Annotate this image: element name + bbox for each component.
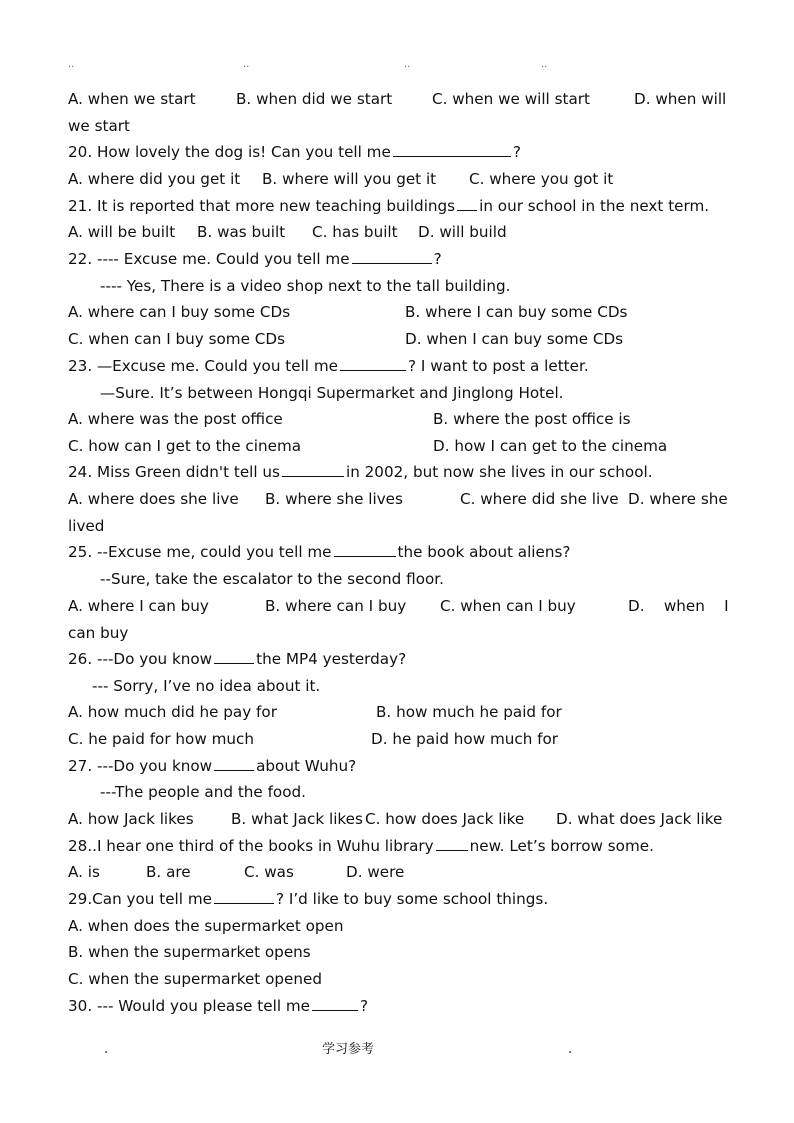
stem-text: ? (433, 250, 442, 268)
option-b: B. where will you get it (262, 170, 437, 188)
stem-text: 26. ---Do you know (68, 650, 213, 668)
answer-blank (393, 142, 511, 157)
stem-text: the book about aliens? (397, 543, 571, 561)
stem-text: 27. ---Do you know (68, 757, 213, 775)
stem-text: in 2002, but now she lives in our school. (345, 463, 653, 481)
answer-blank (214, 889, 274, 904)
option-b: B. was built (197, 223, 286, 241)
option-b: B. where I can buy some CDs (405, 303, 628, 321)
stem-text: 20. How lovely the dog is! Can you tell me (68, 143, 391, 161)
option-a: A. where does she live (68, 490, 239, 508)
option-a: A. where was the post office (68, 410, 283, 428)
question-stem (68, 462, 653, 482)
option-a: A. will be built (68, 223, 176, 241)
dialogue-reply: --Sure, take the escalator to the second floor. (100, 570, 444, 588)
page-mark: .. (243, 59, 250, 70)
option-d: D. when will (634, 90, 727, 108)
stem-text: 23. —Excuse me. Could you tell me (68, 357, 338, 375)
stem-text: ? (512, 143, 521, 161)
option-d: D. where she (628, 490, 728, 508)
page-mark: .. (68, 59, 75, 70)
stem-text: the MP4 yesterday? (256, 650, 407, 668)
answer-blank (457, 196, 477, 211)
stem-text: 22. ---- Excuse me. Could you tell me (68, 250, 350, 268)
answer-blank (352, 249, 432, 264)
option-a: A. when does the supermarket open (68, 917, 344, 935)
option-c: C. was (244, 863, 294, 881)
stem-text: 29.Can you tell me (68, 890, 212, 908)
option-c: C. when can I buy some CDs (68, 330, 285, 348)
option-d: D. when I can buy some CDs (405, 330, 624, 348)
stem-text: in our school in the next term. (479, 197, 710, 215)
option-a: A. how Jack likes (68, 810, 194, 828)
stem-text: ? I want to post a letter. (408, 357, 589, 375)
stem-text: 28..I hear one third of the books in Wuhu library (68, 837, 434, 855)
option-c: C. when can I buy (440, 597, 576, 615)
question-stem (68, 649, 406, 669)
question-stem (68, 356, 589, 376)
option-a: A. where I can buy (68, 597, 209, 615)
answer-blank (340, 356, 406, 371)
option-d: D. he paid how much for (371, 730, 559, 748)
option-a: A. is (68, 863, 100, 881)
page-mark: .. (541, 59, 548, 70)
dialogue-reply: ---- Yes, There is a video shop next to the tall building. (100, 277, 511, 295)
stem-text: 30. --- Would you please tell me (68, 997, 311, 1015)
question-stem (68, 542, 570, 562)
dialogue-reply: --- Sorry, I’ve no idea about it. (92, 677, 321, 695)
stem-text: new. Let’s borrow some. (469, 837, 654, 855)
option-c: C. has built (312, 223, 398, 241)
option-d-continuation: lived (68, 517, 105, 535)
stem-text: 25. --Excuse me, could you tell me (68, 543, 332, 561)
option-c: C. when we will start (432, 90, 590, 108)
option-d: D. when I (628, 597, 729, 615)
option-b: B. what Jack likes (231, 810, 363, 828)
option-b: B. where the post office is (433, 410, 631, 428)
option-a: A. where did you get it (68, 170, 241, 188)
answer-blank (214, 756, 254, 771)
option-a: A. where can I buy some CDs (68, 303, 291, 321)
option-c: C. how does Jack like (365, 810, 525, 828)
question-stem (68, 249, 442, 269)
option-c: C. when the supermarket opened (68, 970, 322, 988)
footer-text: 学习参考 (322, 1042, 375, 1057)
option-d-continuation: we start (68, 117, 130, 135)
option-c: C. how can I get to the cinema (68, 437, 302, 455)
option-d-continuation: can buy (68, 624, 129, 642)
answer-blank (214, 649, 254, 664)
option-d: D. what does Jack like (556, 810, 723, 828)
dialogue-reply: —Sure. It’s between Hongqi Supermarket and Jinglong Hotel. (100, 384, 564, 402)
question-stem (68, 836, 654, 856)
answer-blank (282, 462, 344, 477)
stem-text: ? I’d like to buy some school things. (275, 890, 549, 908)
option-b: B. when did we start (236, 90, 393, 108)
option-d: D. how I can get to the cinema (433, 437, 668, 455)
question-stem (68, 756, 356, 776)
option-c: C. where did she live (460, 490, 619, 508)
stem-text: 21. It is reported that more new teaching buildings (68, 197, 456, 215)
stem-text: 24. Miss Green didn't tell us (68, 463, 280, 481)
option-b: B. where she lives (265, 490, 403, 508)
option-d: D. were (346, 863, 405, 881)
question-stem (68, 996, 368, 1016)
option-c: C. he paid for how much (68, 730, 254, 748)
answer-blank (436, 836, 468, 851)
answer-blank (312, 996, 358, 1011)
option-c: C. where you got it (469, 170, 614, 188)
question-stem (68, 889, 548, 909)
option-b: B. how much he paid for (376, 703, 562, 721)
footer-mark: . (568, 1042, 573, 1057)
option-a: A. how much did he pay for (68, 703, 277, 721)
question-stem (68, 196, 709, 216)
option-b: B. are (146, 863, 191, 881)
stem-text: ? (360, 997, 369, 1015)
answer-blank (334, 542, 396, 557)
question-stem (68, 142, 521, 162)
option-d: D. will build (418, 223, 507, 241)
option-a: A. when we start (68, 90, 196, 108)
page-mark: .. (404, 59, 411, 70)
dialogue-reply: ---The people and the food. (100, 783, 306, 801)
footer-mark: . (104, 1042, 109, 1057)
option-b: B. where can I buy (265, 597, 407, 615)
option-b: B. when the supermarket opens (68, 943, 311, 961)
stem-text: about Wuhu? (256, 757, 357, 775)
